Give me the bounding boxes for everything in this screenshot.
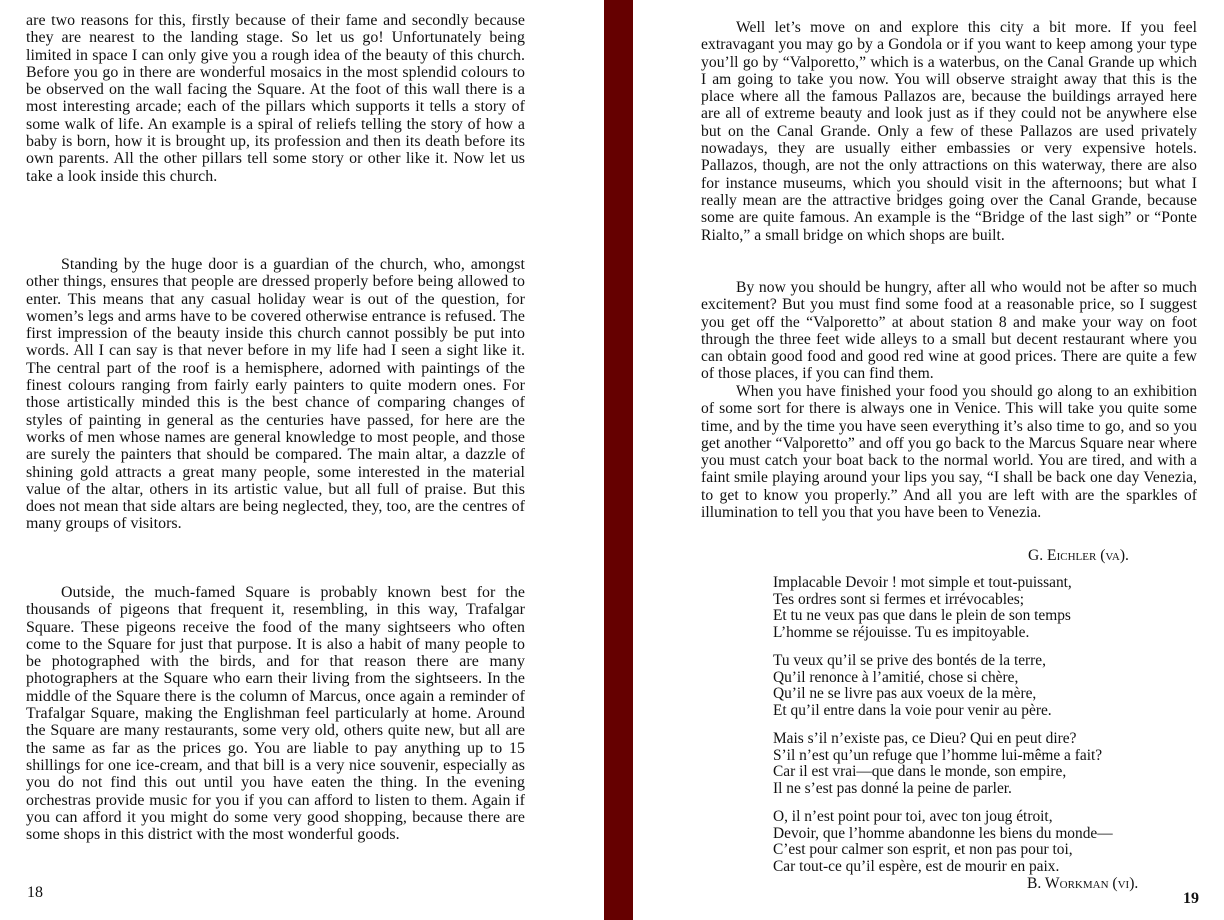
left-paragraph-1 xyxy=(26,12,525,185)
poem-line: Mais s’il n’existe pas, ce Dieu? Qui en peut dire? xyxy=(773,730,1077,747)
paragraph-text: Well let’s move on and explore this city a bit more. If you feel extravagant you may go by a Gondola or if you want to keep among your type you’ll go by “Valporetto,” which is a waterbus, on the Canal Grande up which I am going to take you now. You will observe straight away that this is the place where all the famous Pallazos are, because the buildings arrayed here are all of extreme beauty and look just as if they could not be anywhere else but on the Canal Grande. Only a few of these Pallazos are used privately nowadays, they are usually either embassies or very expensive hotels. Pallazos, though, are not the only attractions on this waterway, there are also for instance museums, which you should visit in the afternoons; but what I really mean are the attractive bridges going over the Canal Grande, because some are quite famous. An example is the “Bridge of the last sigh” or “Ponte Rialto,” a small bridge on which shops are built. xyxy=(701,19,1197,244)
paragraph-text: Standing by the huge door is a guardian of the church, who, amongst other things, ensures that people are dressed properly before being allowed to enter. This means that any casual holiday wear is out of the question, for women’s legs and arms have to be covered otherwise entrance is refused. The first impression of the beauty inside this church cannot possibly be put into words. All I can say is that never before in my life had I seen a sight like it. The central part of the roof is a hemisphere, adorned with paintings of the finest colours ranging from fairly early painters to quite modern ones. For those artistically minded this is the best chance of comparing changes of styles of painting in general as the centuries have passed, for here are the works of men whose names are general knowledge to most people, and those are surely the painters that should be compared. The main altar, a dazzle of shining gold attracts a great many people, some interested in the material value of the altar, others in its artistic value, but all full of praise. But this does not mean that side altars are being neglected, they, too, are the centres of many groups of visitors. xyxy=(26,256,525,533)
right-paragraph-3 xyxy=(701,383,1197,521)
poem-line: Et qu’il entre dans la voie pour venir au père. xyxy=(773,701,1052,719)
poem-line: Et tu ne veux pas que dans le plein de son temps xyxy=(773,607,1071,625)
poem-line: L’homme se réjouisse. Tu es impitoyable. xyxy=(773,623,1030,641)
poem-line: Devoir, que l’homme abandonne les biens du monde— xyxy=(773,824,1113,842)
poem-line: Il ne s’est pas donné la peine de parler. xyxy=(773,779,1012,797)
page-number-right: 19 xyxy=(1183,890,1199,907)
poem-line: O, il n’est point pour toi, avec ton joug étroit, xyxy=(773,808,1053,825)
poem-line: Tes ordres sont si fermes et irrévocables; xyxy=(773,590,1025,608)
poem-signature: B. Workman (vi). xyxy=(1027,875,1139,892)
poem-line: S’il n’est qu’un refuge que l’homme lui-même a fait? xyxy=(773,746,1103,764)
left-page xyxy=(0,0,604,920)
book-spine-divider xyxy=(604,0,633,920)
poem-line: Car il est vrai—que dans le monde, son empire, xyxy=(773,763,1067,781)
page-number-left: 18 xyxy=(27,884,43,901)
paragraph-text: By now you should be hungry, after all who would not be after so much excitement? But you must find some food at a reasonable price, so I suggest you get off the “Valporetto” at about station 8 and make your way on foot through the three feet wide alleys to a small but decent restaurant where you can obtain good food and good red wine at good prices. There are quite a few of those places, if you can find them. xyxy=(701,279,1197,383)
left-paragraph-3 xyxy=(26,584,525,843)
right-paragraph-1 xyxy=(701,19,1197,244)
prose-signature: G. Eichler (va). xyxy=(1028,547,1129,564)
right-paragraph-2 xyxy=(701,279,1197,383)
poem-line: Qu’il ne se livre pas aux voeux de la mère, xyxy=(773,685,1037,703)
poem-stanza-3 xyxy=(773,731,1203,797)
poem-line: Car tout-ce qu’il espère, est de mourir en paix. xyxy=(773,857,1060,875)
poem-stanza-1 xyxy=(773,575,1203,641)
poem-line: Tu veux qu’il se prive des bontés de la terre, xyxy=(773,652,1046,669)
paragraph-text: When you have finished your food you should go along to an exhibition of some sort for there is always one in Venice. This will take you quite some time, and by the time you have seen everything it’s also time to go, and so you get another “Valporetto” and off you go back to the Marcus Square near where you must catch your boat back to the normal world. You are tired, and with a faint smile playing around your lips you say, “I shall be back one day Venezia, to get to know you properly.” And all you are left with are the sparkles of illumination to tell you that you have been to Venezia. xyxy=(701,383,1197,522)
poem-line: Qu’il renonce à l’amitié, chose si chère, xyxy=(773,668,1019,686)
paragraph-text: are two reasons for this, firstly because of their fame and secondly because they are nearest to the landing stage. So let us go! Unfortunately being limited in space I can only give you a rough idea of the beauty of this church. Before you go in there are wonderful mosaics in the most splendid colours to be observed on the wall facing the Square. At the foot of this wall there is a most interesting arcade; each of the pillars which supports it tells a story of some walk of life. An example is a spiral of reliefs telling the story of how a baby is born, how it is brought up, its profession and then its death before its own parents. All the other pillars tell some story or other like it. Now let us take a look inside this church. xyxy=(26,12,525,185)
poem-line: Implacable Devoir ! mot simple et tout-puissant, xyxy=(773,574,1072,591)
poem-line: C’est pour calmer son esprit, et non pas pour toi, xyxy=(773,841,1073,859)
paragraph-text: Outside, the much-famed Square is probably known best for the thousands of pigeons that frequent it, resembling, in this way, Trafalgar Square. These pigeons receive the food of the many sightseers who often come to the Square for just that purpose. It is also a habit of many people to be photographed with the birds, and for that reason there are many photographers at the Square who earn their living from the sightseers. In the middle of the Square there is the column of Marcus, once again a reminder of Trafalgar Square, making the Englishman feel particularly at home. Around the Square are many restaurants, some very old, others quite new, but all are the same as far as the prices go. You are liable to pay anything up to 15 shillings for one ice-cream, and that bill is a very nice souvenir, especially as you do not find this out until you have eaten the thing. In the evening orchestras provide music for you if you can afford to listen to them. Again if you can afford it you might do some very good shopping, because there are some shops in this district with the most wonderful goods. xyxy=(26,584,525,844)
left-paragraph-2 xyxy=(26,256,525,533)
right-page xyxy=(633,0,1224,920)
poem-stanza-4 xyxy=(773,809,1203,875)
poem-stanza-2 xyxy=(773,653,1203,719)
